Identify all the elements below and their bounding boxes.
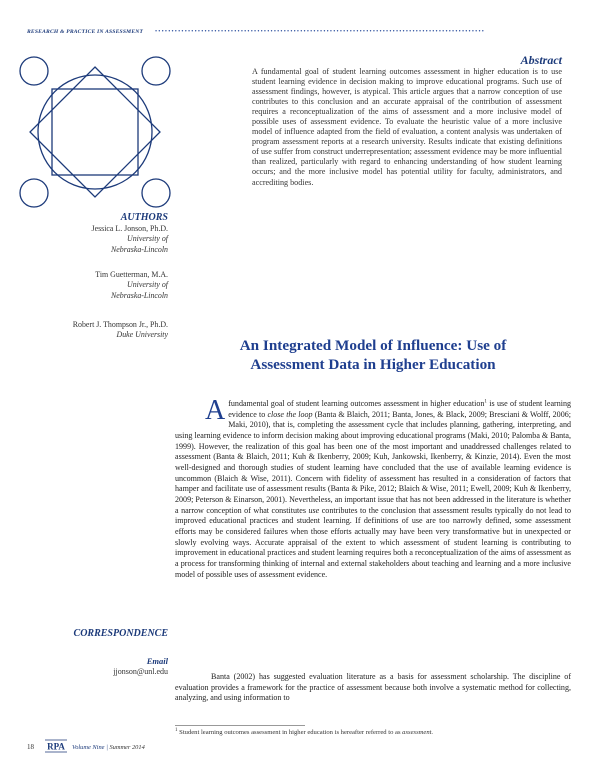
text-run: fundamental goal of student learning outcomes assessment in higher education [228, 399, 485, 408]
emphasis: close the loop [267, 409, 313, 419]
section-label: RESEARCH & PRACTICE IN ASSESSMENT [27, 29, 144, 35]
text-run: Banta (2002) has suggested evaluation literature as a basis for assessment scholarship. The discipline of evaluation provides a framework for the practice of assessment because both involve a systematic method for collecting, analyzing, and using information to [175, 672, 571, 703]
author-affiliation: University of [127, 234, 168, 244]
emphasis: assessment. [402, 729, 434, 736]
drop-cap: A [205, 395, 226, 426]
season-label: Summer 2014 [109, 744, 145, 751]
text-run: is use of student learning evidence to [228, 399, 572, 419]
author-name: Robert J. Thompson Jr., Ph.D. [72, 320, 168, 329]
footnote-mark: 1 [175, 727, 178, 733]
author-affiliation: Nebraska-Lincoln [111, 290, 168, 300]
geometric-circles-emblem-icon [18, 55, 172, 209]
author-affiliation: Duke University [116, 330, 168, 340]
volume-separator: | [104, 744, 110, 751]
author-name: Tim Guetterman, M.A. [95, 270, 168, 279]
author-affiliation: University of [127, 280, 168, 290]
correspondence-heading: CORRESPONDENCE [73, 628, 168, 639]
footnote-ref[interactable]: 1 [484, 399, 487, 405]
article-paragraph-2 [175, 672, 571, 704]
article-title [176, 336, 570, 374]
rpa-logo-icon [42, 738, 70, 754]
author-2 [8, 270, 168, 301]
author-1 [8, 224, 168, 255]
email-label: Email [146, 656, 168, 666]
article-paragraph-1 [175, 395, 572, 580]
authors-heading: AUTHORS [120, 212, 168, 223]
text-run: (Banta & Blaich, 2011; Banta, Jones, & Black, 2009; Bresciani & Wolff, 2006; Maki, 2010), that is, completing the assessment cycle that includes planning, gathering, interpreting, and using learning evidence to inform decision making about improving educational programs (Maki, 2010; Palomba & Banta, 1999). However, the realization of this goal has been one of the most important and unaddressed challenges related to assessment (Banta & Blaich, 2011; Kuh & Ikenberry, 2009; Kuh, Jankowski, Ikenberry, & Kinzie, 2014). Even the most well-designed and thorough studies of student learning have concluded that the use of available learning evidence is uncommon (Blaich & Wise, 2011). Concern with fidelity of assessment has resulted in a consideration of factors that hamper and facilitate use of assessment results (Banta & Pike, 2012; Blaich & Wise, 2011; Ewell, 2009; Kuh & Ikenberry, 2009; Peterson & Einarson, 2001). Nevertheless, an important issue that has not been addressed in the literature is whether a narrow conception of what constitutes [175, 409, 571, 515]
article-title-line: An Integrated Model of Influence: Use of [239, 337, 507, 354]
article-title-line: Assessment Data in Higher Education [250, 356, 496, 373]
author-3 [8, 320, 168, 341]
email-link[interactable]: jjonson@unl.edu [113, 667, 168, 676]
volume-label: Volume Nine [72, 744, 105, 751]
emphasis: use [308, 505, 320, 515]
author-affiliation: Nebraska-Lincoln [111, 244, 168, 254]
abstract-text: A fundamental goal of student learning outcomes assessment in higher education is to use student learning evidence in decision making to improve educational programs. Such use of assessment findings, however, is atypical. This article argues that a narrow conception of use contributes to this conclusion and an accurate appraisal of the contribution of assessment requires a reconceptualization of the aims of assessment and a more inclusive model of possible uses of assessment evidence. To evaluate the heuristic value of a more inclusive model of influence adapted from the field of evaluation, a content analysis was undertaken of program assessment reports at a research university. Results indicate that existing definitions of use suffer from construct underrepresentation; assessment evidence may be more influential than realized, particularly with regard to enhancing understanding of how student learning occurs; and the more inclusive model has potential utility for faculty, administrators, and accrediting bodies. [252, 67, 562, 187]
footnote [175, 729, 575, 736]
volume-info [72, 744, 145, 751]
text-run: contributes to the conclusion that assessment results typically do not lead to improved educational practices and student learning. If definitions of use are too narrowly defined, some assessment efforts may be considered failures when those efforts actually may have been very transformative but in unexpected or slowly evolving ways. Accurate appraisal of the extent to which assessment of student learning is contributing to improvement in educational practices and student learning requires both a reconceptualization of the aims of assessment as a process for transforming thinking of internal and external stakeholders about teaching and learning and a more inclusive model of possible uses of assessment evidence. [175, 505, 571, 579]
author-name: Jessica L. Jonson, Ph.D. [91, 224, 168, 233]
footnote-divider [175, 725, 305, 726]
svg-text:RPA: RPA [47, 741, 65, 752]
header-dotted-rule: •••••••••••••••••••••••••••••••••••••••••••••••••••••••••••••••••••••••••••••••••••••••••••••••••••• [155, 29, 486, 35]
page-number: 18 [27, 743, 34, 751]
footnote-text: Student learning outcomes assessment in higher education is hereafter referred to as [177, 729, 403, 736]
abstract-heading: Abstract [520, 53, 562, 67]
